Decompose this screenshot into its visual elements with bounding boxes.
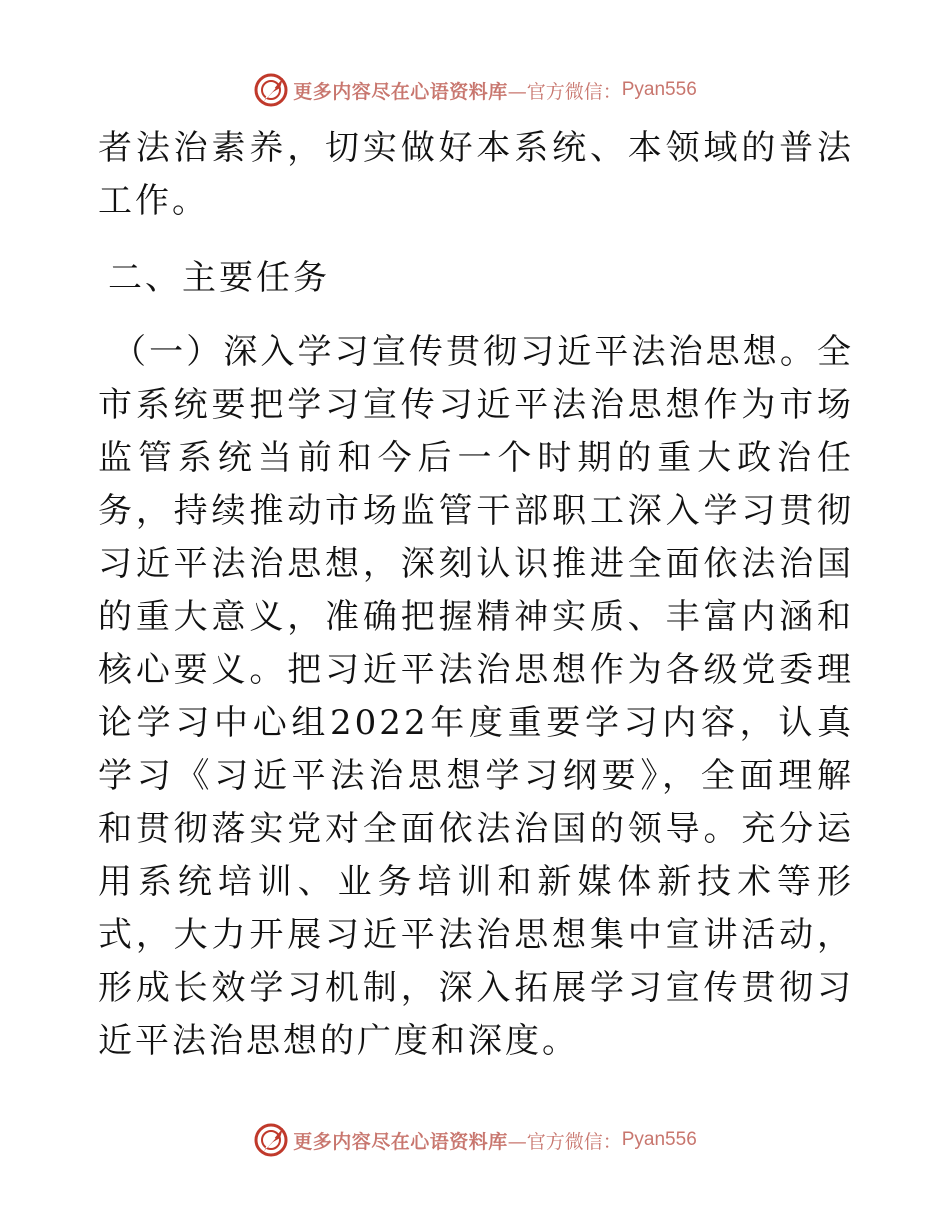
section-heading: 二、主要任务 [108,258,330,298]
banner-sub-text: —官方微信： [507,80,622,103]
banner-wechat-id: Pyan556 [621,1129,697,1150]
banner-main-text: 更多内容尽在心语资料库 [293,80,508,103]
continued-paragraph: 者法治素养，切实做好本系统、本领域的普法工作。 [98,128,854,221]
banner-wechat-id: Pyan556 [621,79,697,100]
header-watermark-banner [0,70,950,110]
footer-banner-content [253,1120,697,1160]
banner-main-text: 更多内容尽在心语资料库 [293,1130,508,1153]
main-paragraph: （一）深入学习宣传贯彻习近平法治思想。全市系统要把学习宣传习近平法治思想作为市场监管系统当前和今后一个时期的重大政治任务，持续推动市场监管干部职工深入学习贯彻习近平法治思想，深刻认识推进全面依法治国的重大意义，准确把握精神实质、丰富内涵和核心要义。把习近平法治思想作为各级党委理论学习中心组2022年度重要学习内容，认真学习《习近平法治思想学习纲要》，全面理解和贯彻落实党对全面依法治国的领导。充分运用系统培训、业务培训和新媒体新技术等形式，大力开展习近平法治思想集中宣讲活动，形成长效学习机制，深入拓展学习宣传贯彻习近平法治思想的广度和深度。 [98,332,854,1061]
quill-seal-icon [253,72,289,108]
banner-sub-text: —官方微信： [507,1130,622,1153]
header-banner-content [253,70,697,110]
footer-watermark-banner [0,1120,950,1160]
quill-seal-icon [253,1122,289,1158]
